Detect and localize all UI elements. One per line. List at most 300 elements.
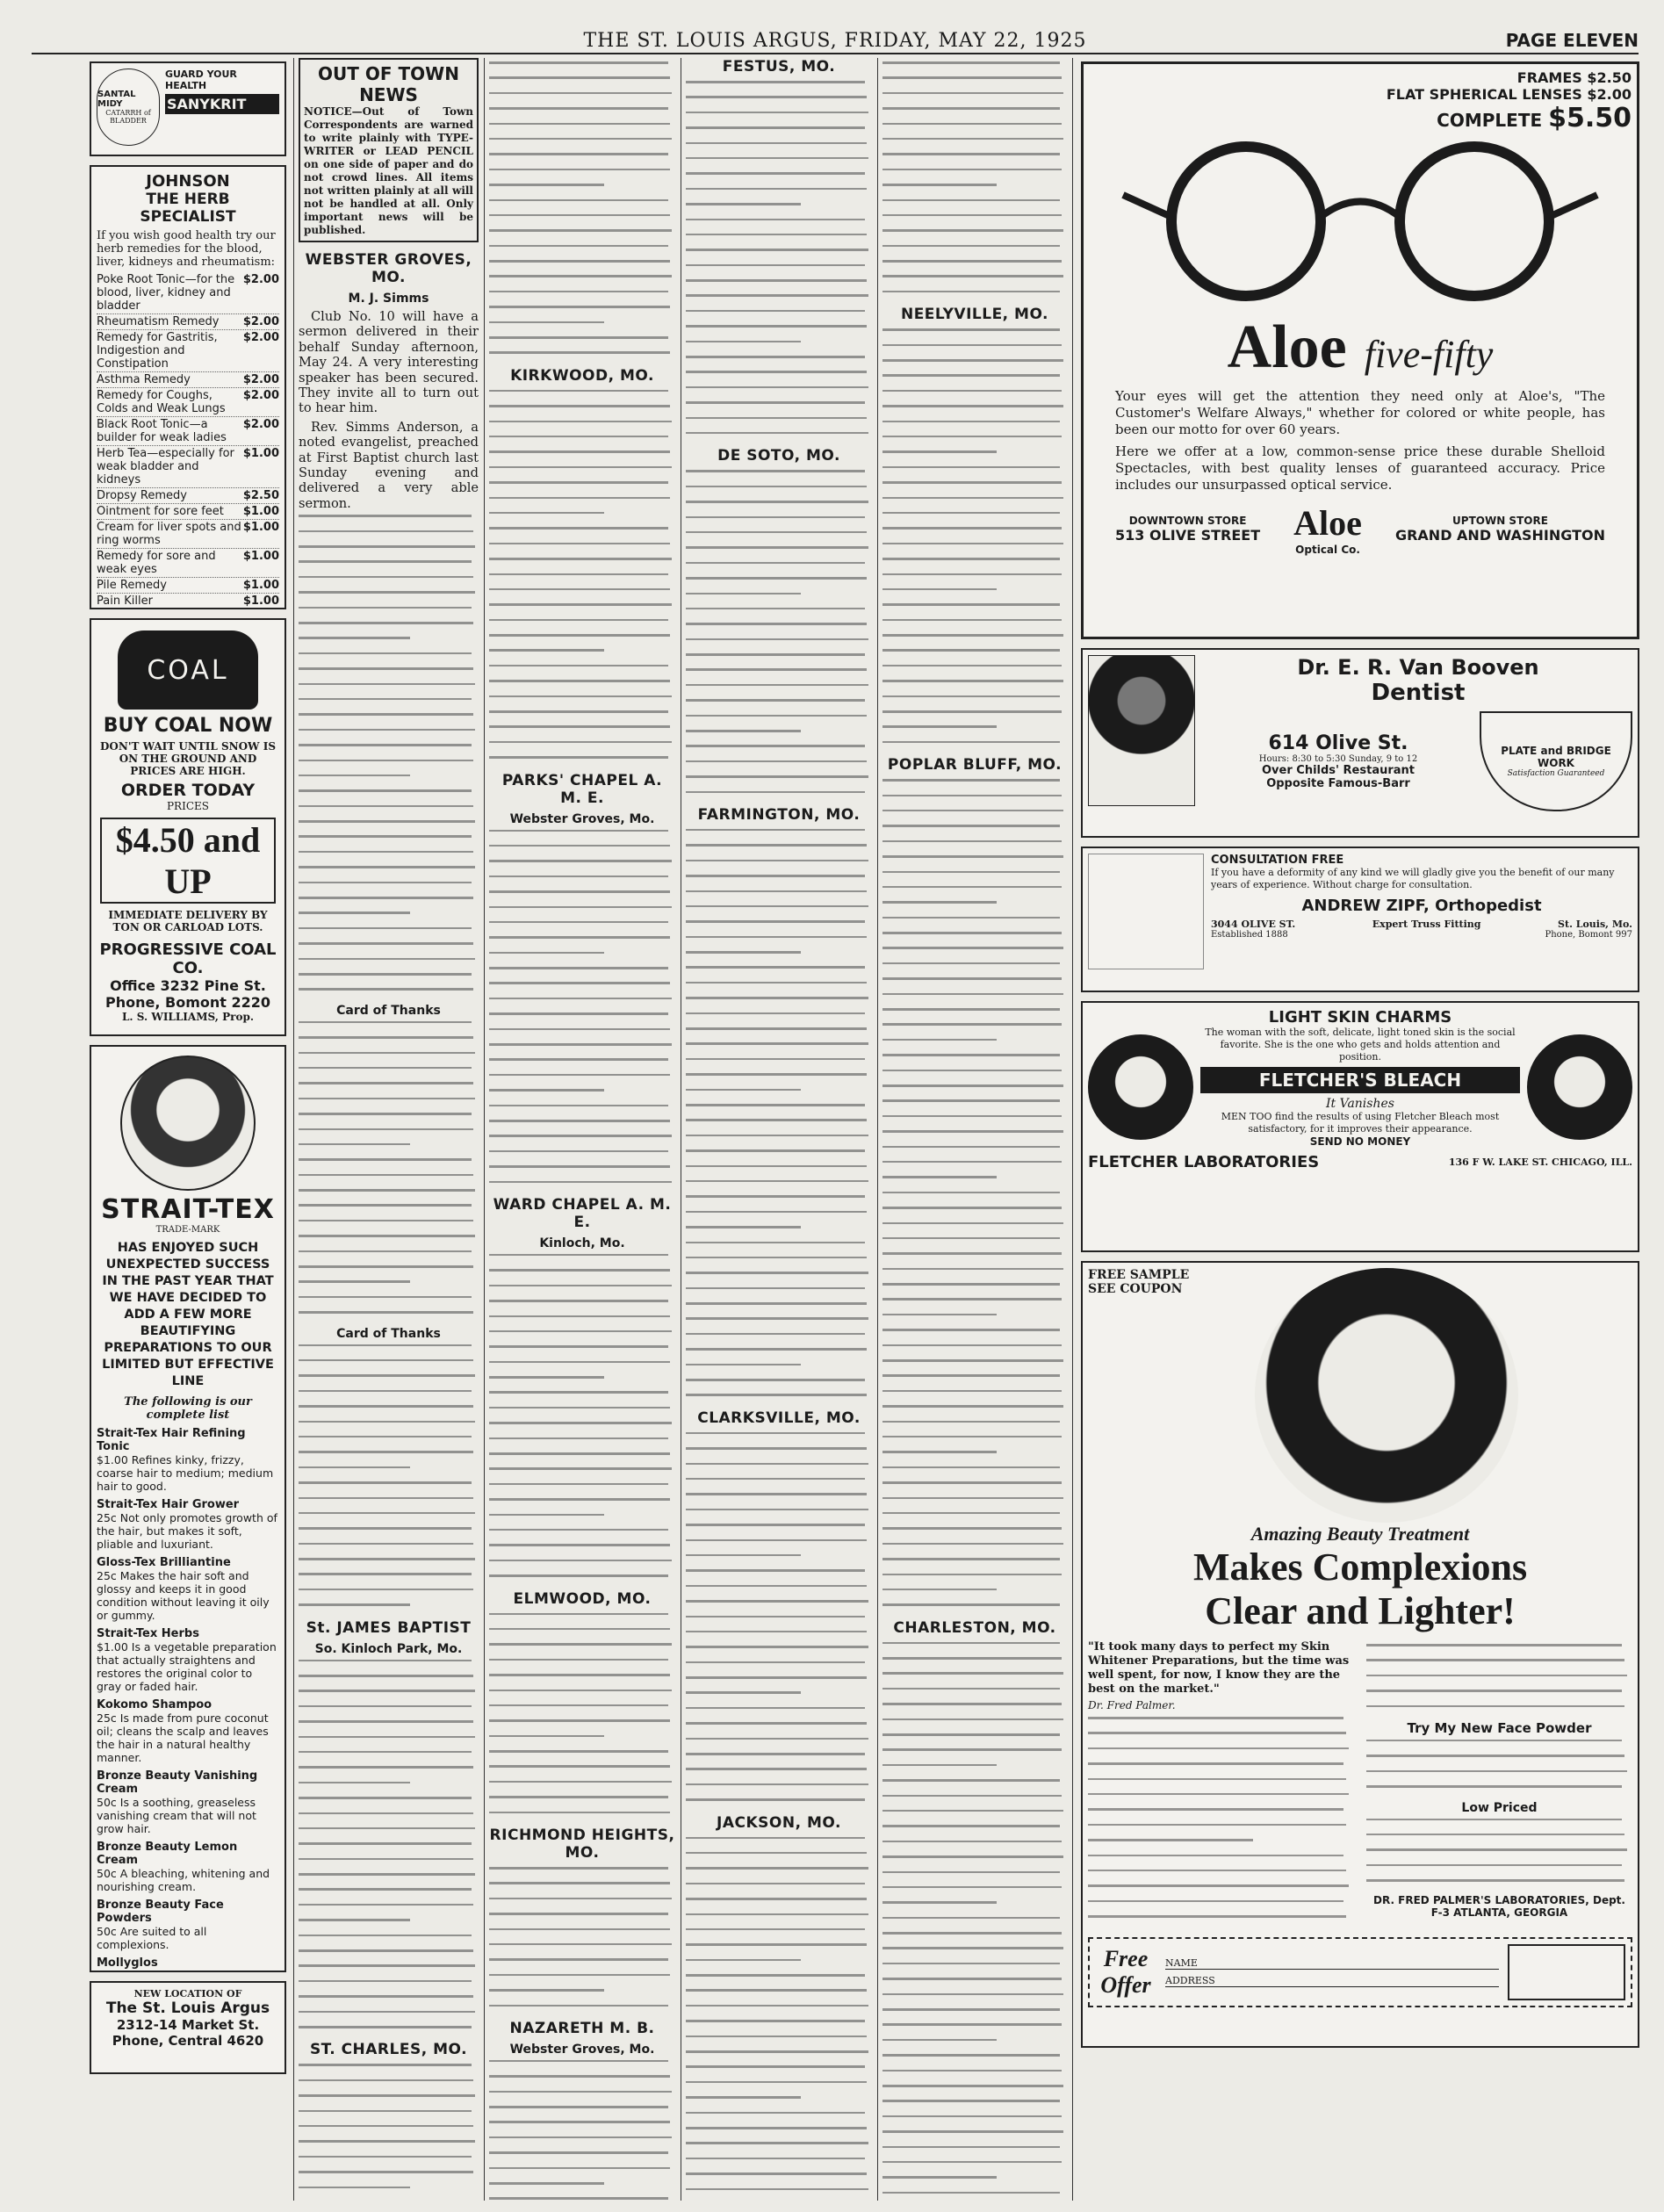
text-line [489,649,604,652]
text-line [299,1451,473,1453]
argus-location-ad: NEW LOCATION OF The St. Louis Argus 2312-14 Market St. Phone, Central 4620 [90,1981,286,2074]
text-line [882,1314,997,1316]
text-line [882,680,1063,682]
text-line [882,1963,1060,1965]
price-item: Ointment for sore feet [97,505,224,518]
text-line [686,234,867,236]
text-line [299,988,473,991]
article-text [299,515,479,991]
text-line [489,1165,670,1168]
price-item: Asthma Remedy [97,373,191,386]
text-line [299,789,472,792]
text-line [489,138,672,141]
text-line [686,1058,865,1061]
text-line [882,886,1062,889]
coal-ad: COAL BUY COAL NOW DON'T WAIT UNTIL SNOW IS ON THE GROUND AND PRICES ARE HIGH. ORDER TODAY PRICES $4.50 and UP IMMEDIATE DELIVERY BY TON OR CARLOAD LOTS. PROGRESSIVE COAL CO. Office 3232 Pine St. Phone, Bomont 2220 L. S. WILLIAMS, Prop. [90,618,286,1036]
text-line [489,229,672,232]
text-line [686,1211,867,1214]
text-line [882,107,1060,110]
text-line [299,1466,410,1469]
price-value: $1.00 [242,505,279,518]
text-line [882,1390,1062,1393]
text-line [686,623,867,625]
text-line [1366,1864,1622,1867]
product-item [97,1956,279,1972]
product-name: Bronze Beauty Lemon Cream [97,1841,238,1867]
text-line [686,1493,867,1495]
text-line [882,1733,1060,1736]
text-line [882,184,997,186]
text-line [299,1067,472,1070]
text-line [882,917,1060,919]
text-line [686,791,865,794]
text-line [882,1810,1063,1812]
article-text [489,830,675,1183]
santal-ad: SANTAL MIDY CATARRH of BLADDER GUARD YOUR HEALTH SANYKRIT [90,61,286,156]
text-line [882,932,1062,934]
article-text [882,1642,1067,2201]
text-line [299,1128,473,1131]
text-line [882,123,1062,126]
text-line [882,1841,1062,1843]
text-line [686,2188,868,2191]
text-line [882,1642,1060,1645]
price-item: Herb Tea—especially for weak bladder and kidneys [97,447,234,486]
text-line [882,725,997,728]
text-line [882,481,1062,484]
text-line [489,1674,670,1676]
text-line [882,260,1062,263]
text-line [299,622,473,624]
text-line [882,2023,1062,2026]
text-line [489,1898,672,1900]
text-line [686,684,868,687]
text-line [882,1779,1060,1782]
article-text [489,1613,675,1814]
text-line [882,1527,1062,1530]
text-line [299,1603,410,1606]
text-line [686,157,868,160]
text-line [686,829,865,832]
text-line [489,2197,668,2200]
text-line [686,860,868,862]
text-line [686,219,865,221]
price-item: Remedy for Gastritis, Indigestion and Constipation [97,331,218,371]
article-text [882,328,1067,743]
text-line [299,1935,472,1937]
text-line [489,1058,668,1061]
text-line [686,1073,867,1076]
text-line [299,1359,473,1362]
column-rule [1072,58,1073,2201]
text-line [882,1543,1063,1546]
text-line [882,466,1060,469]
price-row [97,417,279,446]
text-line [882,527,1062,530]
text-line [299,1390,472,1393]
text-line [489,634,670,637]
text-line [1366,1819,1622,1821]
text-line [882,245,1060,248]
fletcher-bleach-ad: LIGHT SKIN CHARMS The woman with the soft, delicate, light toned skin is the social favorite. She is the one who gets and holds attention and position. FLETCHER'S BLEACH It Vanishes MEN TOO find the results of using Fletcher Bleach most satisfactory, for it improves their appearance. SEND NO MONEY FLETCHER LABORATORIES 136 F W. LAKE ST. CHICAGO, ILL. [1081,1001,1639,1252]
text-line [489,603,672,606]
text-line [686,1042,868,1045]
ad-text [1088,1717,1354,1918]
text-line [299,1812,473,1815]
text-line [882,229,1063,232]
price-item: Rheumatism Remedy [97,315,220,328]
text-line [882,138,1063,141]
text-line [489,1781,672,1783]
text-line [489,967,668,969]
price-value: $1.00 [242,521,279,534]
price-item: Cream for liver spots and ring worms [97,521,241,547]
text-line [489,1043,672,1046]
text-line [686,81,865,83]
text-line [686,775,868,778]
product-desc: 50c Is a soothing, greaseless vanishing cream that will not grow hair. [97,1796,256,1835]
text-line [882,1657,1062,1660]
text-line [882,1512,1060,1515]
text-line [686,1768,867,1770]
product-desc: 25c Makes the hair soft and glossy and keeps it in good condition without leaving it oily or gummy. [97,1569,270,1622]
masthead [32,26,1639,54]
text-line [489,998,672,1000]
product-desc: 50c Are suited to all complexions. [97,1925,207,1951]
text-line [686,1898,867,1900]
text-line [882,1039,997,1041]
ad-text [1366,1644,1632,1707]
text-line [686,1317,868,1320]
text-line [686,1646,868,1648]
santal-capsule-icon: SANTAL MIDY CATARRH of BLADDER [97,68,160,146]
text-line [299,1021,472,1024]
text-line [489,1437,668,1440]
price-item: Black Root Tonic—a builder for weak ladies [97,418,227,444]
text-line [686,1852,867,1855]
product-name: Strait-Tex Hair Grower [97,1498,240,1511]
text-line [489,1514,604,1517]
text-line [686,608,865,610]
text-line [489,1269,670,1272]
text-line [489,1704,668,1707]
text-line [882,1283,1060,1286]
text-line [299,1344,472,1347]
text-line [686,203,801,205]
aloe-logo: Aloe [1293,503,1362,543]
product-item [97,1899,279,1951]
text-line [882,855,1063,858]
product-box-icon [1508,1944,1625,2000]
text-line [1366,1644,1622,1646]
text-line [882,558,1060,560]
text-line [299,820,475,823]
text-line [299,1888,472,1891]
price-row [97,330,279,372]
brace-icon [1088,854,1204,969]
text-line [489,921,668,924]
out-of-town-box: OUT OF TOWN NEWS NOTICE—Out of Town Correspondents are warned to write plainly with TYPE-WRITER or LEAD PENCIL on one side of paper and do not crowd lines. All items not written plainly at all will not be handled at all. Only important news will be published. [299,58,479,242]
paper-title: THE ST. LOUIS ARGUS, FRIDAY, MAY 22, 1925 [583,30,1087,52]
text-line [882,665,1062,667]
text-line [882,1329,1060,1331]
text-line [882,1764,997,1767]
text-line [882,901,997,904]
dentist-portrait-icon [1088,655,1195,806]
text-line [1366,1659,1624,1661]
text-line [299,1858,473,1861]
text-line [686,1364,801,1366]
text-line [1366,1675,1627,1677]
text-line [882,1436,1062,1438]
text-line [686,1722,867,1725]
text-line [489,1181,672,1184]
text-line [489,860,672,862]
text-line [299,545,475,548]
text-line [1366,1754,1624,1757]
text-line [299,1827,475,1830]
spectacles-icon [1114,133,1606,309]
article-text [299,1344,479,1606]
column-news-5: NEELYVILLE, MO. POPLAR BLUFF, MO. CHARLESTON, MO. [882,58,1067,2201]
text-line [882,1008,1060,1011]
text-line [686,653,865,656]
price-item: Remedy for sore and weak eyes [97,550,216,576]
text-line [882,2054,1060,2057]
text-line [882,291,1060,293]
text-line [299,1782,410,1784]
text-line [686,2112,865,2115]
product-item [97,1427,279,1493]
text-line [1366,1770,1627,1773]
text-line [882,1054,1060,1056]
text-line [686,1974,865,1977]
palmer-skin-whitener-ad: FREE SAMPLE SEE COUPON Amazing Beauty Treatment Makes Complexions Clear and Lighter! "It took many days to perfect my Skin Whitener Preparations, but the time was well spent, for now, I know they are the best on the market." Dr. Fred Palmer. Try My New Face Powder Low Priced DR. FRED PALMER'S LABORATORIES, Dept. F-3 ATLANTA, GEORGIA Free Offer NAME ADDRESS [1081,1261,1639,2048]
article-text [299,2064,479,2201]
text-line [299,1573,472,1575]
text-line [686,1753,865,1755]
text-line [686,1569,865,1572]
text-line [489,199,668,202]
product-item [97,1627,279,1693]
text-line [686,1509,868,1511]
text-line [489,2151,668,2154]
price-row [97,372,279,388]
text-line [882,1497,1063,1500]
text-line [299,805,473,808]
text-line [686,1149,865,1152]
price-value: $2.00 [242,418,279,431]
text-line [299,1675,473,1677]
text-line [882,1237,1060,1240]
text-line [299,1436,472,1438]
text-line [299,1405,473,1408]
text-line [299,530,473,533]
text-line [489,123,670,126]
text-line [882,2115,1062,2118]
article-text [299,1660,479,2028]
price-row [97,488,279,504]
price-item: Pile Remedy [97,579,167,592]
text-line [489,1150,668,1153]
product-name: Bronze Beauty Face Powders [97,1899,224,1925]
text-line [686,1447,867,1450]
text-line [882,344,1062,347]
product-item [97,1841,279,1893]
text-line [882,710,1062,713]
text-line [882,2130,1063,2133]
text-line [686,1012,865,1015]
text-line [489,695,672,698]
text-line [686,1257,867,1259]
text-line [489,1928,670,1931]
text-line [686,341,801,343]
text-line [489,1719,670,1722]
johnson-herb-ad: JOHNSON THE HERB SPECIALIST If you wish good health try our herb remedies for the blood, liver, kidneys and rheumatism: Poke Root Tonic—for the blood, liver, kidney and bladder $2.00 Rheumatism Remedy $2.00 Remedy for Gastritis, Indigestion and Constipation $2.00 Asthma Remedy $2.00 Remedy for Coughs, Colds and Weak Lungs $2.00 Black Root Tonic—a builder for weak ladies $2.00 Herb Tea—especially for weak bladder and kidneys $1.00 Dropsy Remedy $2.50 Ointment for sore feet $1.00 Cream for liver spots and ring worms $1.00 Remedy for sore and weak eyes $1.00 Pile Remedy $1.00 Pain Killer $1.00 [90,165,286,609]
text-line [686,1738,868,1740]
price-value: $2.00 [242,273,279,286]
text-line [299,1158,472,1161]
text-line [299,973,472,976]
text-line [299,1980,472,1983]
text-line [882,634,1063,637]
text-line [686,1242,865,1244]
text-line [489,588,670,591]
text-line [686,325,867,328]
text-line [686,1600,868,1603]
text-line [299,1660,472,1662]
text-line [882,169,1062,171]
product-item [97,1769,279,1835]
text-line [1366,1785,1622,1788]
text-line [489,1300,668,1302]
text-line [686,1585,867,1588]
text-line [299,1220,473,1222]
text-line [686,1195,865,1198]
price-row [97,549,279,578]
text-line [299,1720,473,1723]
price-row [97,578,279,594]
text-line [882,2161,1062,2164]
text-line [489,2182,604,2185]
text-line [299,1964,475,1967]
text-line [686,699,865,702]
text-line [299,1189,475,1192]
text-line [1366,1740,1622,1742]
text-line [489,291,668,293]
text-line [489,351,670,354]
coupon[interactable]: Free Offer NAME ADDRESS [1088,1937,1632,2007]
text-line [882,1252,1062,1255]
text-line [489,890,670,893]
text-line [489,1529,668,1531]
text-line [489,1882,670,1884]
text-line [882,1589,997,1591]
text-line [686,310,865,313]
text-line [299,1904,473,1906]
text-line [299,729,475,731]
text-line [686,1379,865,1381]
text-line [1088,1778,1346,1781]
text-line [882,1748,1062,1751]
text-line [489,512,604,515]
text-line [489,1628,670,1631]
denture-icon: PLATE and BRIDGE WORK Satisfaction Guaranteed [1480,711,1632,811]
text-line [299,1797,472,1799]
product-item [97,1698,279,1764]
text-line [686,2020,865,2022]
product-name: Mollyglos [97,1956,158,1970]
text-line [489,1105,668,1107]
coal-sack-icon: COAL [118,630,258,710]
text-line [299,942,473,945]
price-row [97,272,279,314]
text-line [299,1265,473,1268]
text-line [882,695,1060,698]
text-line [686,142,867,145]
text-line [1366,1879,1624,1882]
product-name: Bronze Beauty Vanishing Cream [97,1769,258,1796]
text-line [686,638,868,641]
text-line [489,952,604,955]
text-line [299,2079,473,2082]
text-line [299,882,472,884]
text-line [882,1855,1063,1858]
text-line [299,1250,472,1253]
price-value: $2.00 [242,389,279,402]
text-line [489,321,604,324]
article-text [489,390,675,759]
text-line [686,1913,868,1916]
text-line [489,1943,672,1946]
text-line [1088,1793,1349,1796]
text-line [489,1989,604,1992]
text-line [489,1867,668,1870]
text-line [489,1483,668,1486]
text-line [299,2064,472,2066]
text-line [882,1115,1062,1118]
text-line [882,92,1063,95]
text-line [882,2008,1060,2011]
text-line [686,1478,865,1481]
text-line [299,1543,473,1546]
text-line [299,1690,475,1692]
text-line [686,2065,865,2068]
price-value: $2.00 [242,373,279,386]
price-item: Remedy for Coughs, Colds and Weak Lungs [97,389,226,415]
text-line [882,1917,1060,1920]
text-line [882,1825,1060,1827]
text-line [489,1467,672,1470]
text-line [489,1735,604,1738]
column-news-2: OUT OF TOWN NEWS NOTICE—Out of Town Correspondents are warned to write plainly with TYPE-WRITER or LEAD PENCIL on one side of paper and do not crowd lines. All items not written plainly at all will not be handled at all. Only important news will be published. WEBSTER GROVES, MO. M. J. Simms Club No. 10 will have a sermon delivered in their behalf Sunday afternoon, May 24. A very interesting speaker has been secured. They invite all to turn out to hear him. Rev. Simms Anderson, a noted evangelist, preached at First Baptist church last Sunday evening and delivered a very able sermon. Card of Thanks Card of Thanks St. JAMES BAPTIST So. Kinloch Park, Mo. ST. CHARLES, MO. [299,58,479,2201]
strait-tex-ad: STRAIT-TEX TRADE-MARK HAS ENJOYED SUCH UNEXPECTED SUCCESS IN THE PAST YEAR THAT WE HAVE DECIDED TO ADD A FEW MORE BEAUTIFYING PREPARATIONS TO OUR LIMITED BUT EFFECTIVE LINE The following is our complete list Strait-Tex Hair Refining Tonic $1.00 Refines kinky, frizzy, coarse hair to medium; medium hair to good. Strait-Tex Hair Grower 25c Not only promotes growth of the hair, but makes it soft, pliable and luxuriant. Gloss-Tex Brilliantine 25c Makes the hair soft and glossy and keeps it in good condition without leaving it oily or gummy. Strait-Tex Herbs $1.00 Is a vegetable preparation that actually straightens and restores the original color to gray or faded hair. Kokomo Shampoo 25c Is made from pure coconut oil; cleans the scalp and leaves the hair in a natural healthy manner. Bronze Beauty Vanishing Cream 50c Is a soothing, greaseless vanishing cream that will not grow hair. Bronze Beauty Lemon Cream 50c A bleaching, whitening and nourishing cream. Bronze Beauty Face Powders 50c Are suited to all complexions. Mollyglos [90,1045,286,1972]
text-line [882,497,1063,500]
text-line [686,997,868,999]
text-line [489,1544,670,1546]
ad-text [1366,1740,1632,1788]
price-row [97,388,279,417]
text-line [299,1174,473,1177]
text-line [686,890,867,893]
text-line [489,1315,670,1318]
price-row [97,314,279,330]
text-line [882,840,1062,843]
text-line [1088,1747,1349,1750]
text-line [489,558,672,560]
text-line [686,936,867,939]
article-text [882,779,1067,1606]
